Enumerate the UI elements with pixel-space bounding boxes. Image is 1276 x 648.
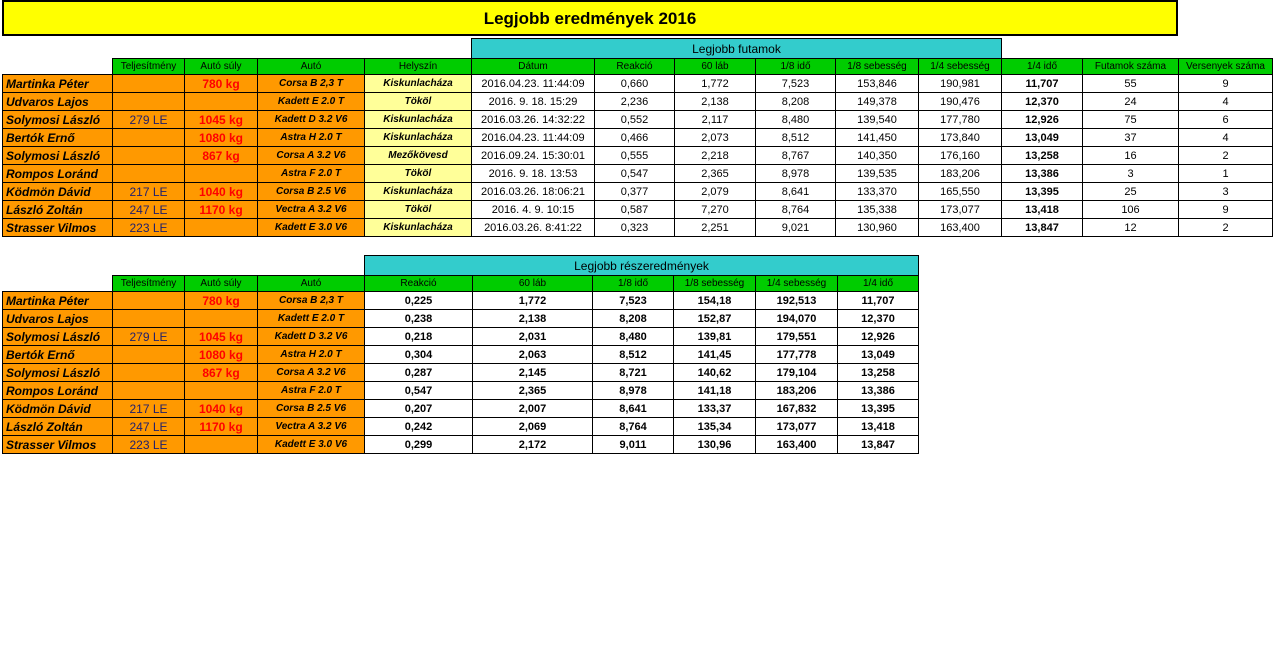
date-cell: 2016.03.26. 18:06:21 xyxy=(472,183,595,201)
weight-cell xyxy=(185,219,258,237)
runs-count-cell: 75 xyxy=(1083,111,1179,129)
eighth-speed-cell: 139,81 xyxy=(674,328,756,346)
power-cell: 247 LE xyxy=(113,418,185,436)
reaction-cell: 0,660 xyxy=(595,75,675,93)
sixty-foot-cell: 2,251 xyxy=(675,219,756,237)
sixty-foot-cell: 1,772 xyxy=(473,292,593,310)
races-count-cell: 4 xyxy=(1179,93,1273,111)
date-cell: 2016.04.23. 11:44:09 xyxy=(472,75,595,93)
weight-cell: 1080 kg xyxy=(185,346,258,364)
eighth-time-cell: 8,764 xyxy=(593,418,674,436)
sixty-foot-cell: 7,270 xyxy=(675,201,756,219)
car-cell: Corsa A 3.2 V6 xyxy=(258,147,365,165)
driver-name: Solymosi László xyxy=(3,328,113,346)
location-cell: Mezőkövesd xyxy=(365,147,472,165)
runs-count-cell: 3 xyxy=(1083,165,1179,183)
driver-name: Bertók Ernő xyxy=(3,129,113,147)
date-cell: 2016.09.24. 15:30:01 xyxy=(472,147,595,165)
reaction-cell: 0,547 xyxy=(595,165,675,183)
driver-name: Strasser Vilmos xyxy=(3,219,113,237)
quarter-time-cell: 11,707 xyxy=(1002,75,1083,93)
runs-count-cell: 55 xyxy=(1083,75,1179,93)
driver-name: Solymosi László xyxy=(3,147,113,165)
reaction-cell: 0,299 xyxy=(365,436,473,454)
quarter-speed-cell: 190,476 xyxy=(919,93,1002,111)
eighth-speed-cell: 154,18 xyxy=(674,292,756,310)
table-row xyxy=(3,400,919,418)
sixty-foot-cell: 2,138 xyxy=(675,93,756,111)
power-cell xyxy=(113,364,185,382)
weight-cell xyxy=(185,93,258,111)
driver-name: Solymosi László xyxy=(3,111,113,129)
races-count-cell: 9 xyxy=(1179,75,1273,93)
runs-count-cell: 37 xyxy=(1083,129,1179,147)
table-row xyxy=(3,346,919,364)
eighth-speed-cell: 152,87 xyxy=(674,310,756,328)
date-cell: 2016. 9. 18. 13:53 xyxy=(472,165,595,183)
weight-cell: 780 kg xyxy=(185,75,258,93)
eighth-time-cell: 8,978 xyxy=(756,165,836,183)
car-cell: Kadett E 2.0 T xyxy=(258,93,365,111)
sixty-foot-cell: 2,218 xyxy=(675,147,756,165)
column-header: 1/8 sebesség xyxy=(836,59,919,75)
reaction-cell: 0,547 xyxy=(365,382,473,400)
column-header: Teljesítmény xyxy=(113,276,185,292)
sixty-foot-cell: 2,145 xyxy=(473,364,593,382)
weight-cell xyxy=(185,165,258,183)
car-cell: Kadett E 3.0 V6 xyxy=(258,436,365,454)
table-row xyxy=(3,328,919,346)
column-header: 1/8 sebesség xyxy=(674,276,756,292)
reaction-cell: 0,323 xyxy=(595,219,675,237)
column-header: 1/8 idő xyxy=(593,276,674,292)
car-cell: Kadett D 3.2 V6 xyxy=(258,328,365,346)
column-header: Teljesítmény xyxy=(113,59,185,75)
eighth-speed-cell: 141,450 xyxy=(836,129,919,147)
table-row xyxy=(3,382,919,400)
quarter-time-cell: 13,049 xyxy=(1002,129,1083,147)
quarter-time-cell: 12,926 xyxy=(838,328,919,346)
date-cell: 2016.03.26. 8:41:22 xyxy=(472,219,595,237)
driver-name: Strasser Vilmos xyxy=(3,436,113,454)
eighth-speed-cell: 139,540 xyxy=(836,111,919,129)
table-row xyxy=(3,201,1273,219)
table-row xyxy=(3,436,919,454)
best-runs-table xyxy=(2,38,1273,237)
section-title-best-splits: Legjobb részeredmények xyxy=(365,256,919,276)
reaction-cell: 0,238 xyxy=(365,310,473,328)
car-cell: Kadett D 3.2 V6 xyxy=(258,111,365,129)
eighth-time-cell: 8,641 xyxy=(593,400,674,418)
quarter-time-cell: 13,847 xyxy=(1002,219,1083,237)
runs-count-cell: 106 xyxy=(1083,201,1179,219)
eighth-speed-cell: 140,350 xyxy=(836,147,919,165)
races-count-cell: 1 xyxy=(1179,165,1273,183)
column-header: 60 láb xyxy=(675,59,756,75)
table-row xyxy=(3,93,1273,111)
power-cell xyxy=(113,346,185,364)
weight-cell: 1080 kg xyxy=(185,129,258,147)
reaction-cell: 0,287 xyxy=(365,364,473,382)
eighth-time-cell: 8,767 xyxy=(756,147,836,165)
quarter-speed-cell: 177,780 xyxy=(919,111,1002,129)
quarter-speed-cell: 163,400 xyxy=(756,436,838,454)
car-cell: Kadett E 3.0 V6 xyxy=(258,219,365,237)
eighth-speed-cell: 133,37 xyxy=(674,400,756,418)
eighth-speed-cell: 130,96 xyxy=(674,436,756,454)
power-cell: 279 LE xyxy=(113,111,185,129)
sixty-foot-cell: 2,079 xyxy=(675,183,756,201)
driver-name: László Zoltán xyxy=(3,418,113,436)
sixty-foot-cell: 2,138 xyxy=(473,310,593,328)
table-row xyxy=(3,165,1273,183)
column-header: Futamok száma xyxy=(1083,59,1179,75)
column-header: 1/4 idő xyxy=(838,276,919,292)
power-cell xyxy=(113,75,185,93)
column-header: Autó xyxy=(258,59,365,75)
driver-name: Rompos Loránd xyxy=(3,165,113,183)
column-header: Autó súly xyxy=(185,276,258,292)
sixty-foot-cell: 2,063 xyxy=(473,346,593,364)
power-cell xyxy=(113,147,185,165)
car-cell: Corsa B 2,3 T xyxy=(258,292,365,310)
reaction-cell: 0,587 xyxy=(595,201,675,219)
quarter-speed-cell: 173,077 xyxy=(756,418,838,436)
date-cell: 2016. 9. 18. 15:29 xyxy=(472,93,595,111)
quarter-time-cell: 13,418 xyxy=(1002,201,1083,219)
sixty-foot-cell: 2,117 xyxy=(675,111,756,129)
eighth-speed-cell: 140,62 xyxy=(674,364,756,382)
eighth-speed-cell: 141,18 xyxy=(674,382,756,400)
weight-cell: 780 kg xyxy=(185,292,258,310)
sixty-foot-cell: 2,365 xyxy=(675,165,756,183)
weight-cell xyxy=(185,436,258,454)
car-cell: Corsa B 2.5 V6 xyxy=(258,400,365,418)
quarter-speed-cell: 183,206 xyxy=(919,165,1002,183)
power-cell xyxy=(113,382,185,400)
runs-count-cell: 25 xyxy=(1083,183,1179,201)
car-cell: Kadett E 2.0 T xyxy=(258,310,365,328)
car-cell: Corsa A 3.2 V6 xyxy=(258,364,365,382)
location-cell: Kiskunlacháza xyxy=(365,75,472,93)
power-cell xyxy=(113,165,185,183)
eighth-time-cell: 8,978 xyxy=(593,382,674,400)
reaction-cell: 0,242 xyxy=(365,418,473,436)
driver-name: Udvaros Lajos xyxy=(3,93,113,111)
weight-cell: 1045 kg xyxy=(185,328,258,346)
sixty-foot-cell: 2,172 xyxy=(473,436,593,454)
eighth-speed-cell: 149,378 xyxy=(836,93,919,111)
column-header: 1/4 idő xyxy=(1002,59,1083,75)
quarter-time-cell: 12,370 xyxy=(838,310,919,328)
reaction-cell: 0,304 xyxy=(365,346,473,364)
power-cell xyxy=(113,310,185,328)
date-cell: 2016.04.23. 11:44:09 xyxy=(472,129,595,147)
eighth-time-cell: 8,641 xyxy=(756,183,836,201)
reaction-cell: 0,377 xyxy=(595,183,675,201)
reaction-cell: 0,225 xyxy=(365,292,473,310)
car-cell: Corsa B 2,3 T xyxy=(258,75,365,93)
eighth-time-cell: 8,208 xyxy=(756,93,836,111)
quarter-time-cell: 12,370 xyxy=(1002,93,1083,111)
quarter-time-cell: 13,386 xyxy=(1002,165,1083,183)
column-header: Dátum xyxy=(472,59,595,75)
reaction-cell: 0,218 xyxy=(365,328,473,346)
car-cell: Astra H 2.0 T xyxy=(258,346,365,364)
races-count-cell: 9 xyxy=(1179,201,1273,219)
location-cell: Kiskunlacháza xyxy=(365,111,472,129)
eighth-time-cell: 8,721 xyxy=(593,364,674,382)
driver-name: Ködmön Dávid xyxy=(3,400,113,418)
sixty-foot-cell: 2,031 xyxy=(473,328,593,346)
eighth-speed-cell: 130,960 xyxy=(836,219,919,237)
date-cell: 2016.03.26. 14:32:22 xyxy=(472,111,595,129)
runs-count-cell: 12 xyxy=(1083,219,1179,237)
table-row xyxy=(3,111,1273,129)
eighth-speed-cell: 133,370 xyxy=(836,183,919,201)
quarter-speed-cell: 163,400 xyxy=(919,219,1002,237)
column-header: Versenyek száma xyxy=(1179,59,1273,75)
power-cell: 217 LE xyxy=(113,183,185,201)
location-cell: Kiskunlacháza xyxy=(365,183,472,201)
driver-name: Ködmön Dávid xyxy=(3,183,113,201)
car-cell: Astra H 2.0 T xyxy=(258,129,365,147)
quarter-speed-cell: 167,832 xyxy=(756,400,838,418)
weight-cell: 1040 kg xyxy=(185,400,258,418)
section-title-best-runs: Legjobb futamok xyxy=(472,39,1002,59)
driver-name: Martinka Péter xyxy=(3,75,113,93)
car-cell: Vectra A 3.2 V6 xyxy=(258,201,365,219)
column-header: Reakció xyxy=(365,276,473,292)
weight-cell: 867 kg xyxy=(185,147,258,165)
power-cell xyxy=(113,93,185,111)
table-row xyxy=(3,364,919,382)
location-cell: Kiskunlacháza xyxy=(365,219,472,237)
table-row xyxy=(3,147,1273,165)
location-cell: Kiskunlacháza xyxy=(365,129,472,147)
eighth-time-cell: 8,512 xyxy=(593,346,674,364)
power-cell: 223 LE xyxy=(113,436,185,454)
quarter-speed-cell: 177,778 xyxy=(756,346,838,364)
column-header: 1/8 idő xyxy=(756,59,836,75)
eighth-speed-cell: 135,34 xyxy=(674,418,756,436)
races-count-cell: 3 xyxy=(1179,183,1273,201)
best-splits-table xyxy=(2,255,919,454)
quarter-speed-cell: 183,206 xyxy=(756,382,838,400)
table-row xyxy=(3,129,1273,147)
eighth-time-cell: 7,523 xyxy=(756,75,836,93)
reaction-cell: 0,552 xyxy=(595,111,675,129)
table-row xyxy=(3,310,919,328)
eighth-time-cell: 8,764 xyxy=(756,201,836,219)
runs-count-cell: 16 xyxy=(1083,147,1179,165)
quarter-speed-cell: 190,981 xyxy=(919,75,1002,93)
quarter-speed-cell: 173,840 xyxy=(919,129,1002,147)
quarter-time-cell: 13,386 xyxy=(838,382,919,400)
quarter-speed-cell: 173,077 xyxy=(919,201,1002,219)
sixty-foot-cell: 2,073 xyxy=(675,129,756,147)
column-header: Helyszín xyxy=(365,59,472,75)
car-cell: Vectra A 3.2 V6 xyxy=(258,418,365,436)
location-cell: Tököl xyxy=(365,165,472,183)
table-row xyxy=(3,75,1273,93)
eighth-speed-cell: 141,45 xyxy=(674,346,756,364)
races-count-cell: 2 xyxy=(1179,147,1273,165)
eighth-time-cell: 8,480 xyxy=(593,328,674,346)
table-row xyxy=(3,219,1273,237)
power-cell: 279 LE xyxy=(113,328,185,346)
power-cell: 247 LE xyxy=(113,201,185,219)
driver-name: Solymosi László xyxy=(3,364,113,382)
location-cell: Tököl xyxy=(365,93,472,111)
column-header: Autó súly xyxy=(185,59,258,75)
quarter-time-cell: 13,258 xyxy=(838,364,919,382)
weight-cell: 1040 kg xyxy=(185,183,258,201)
power-cell xyxy=(113,292,185,310)
eighth-speed-cell: 135,338 xyxy=(836,201,919,219)
quarter-speed-cell: 179,104 xyxy=(756,364,838,382)
weight-cell xyxy=(185,310,258,328)
eighth-time-cell: 9,021 xyxy=(756,219,836,237)
races-count-cell: 2 xyxy=(1179,219,1273,237)
quarter-time-cell: 13,395 xyxy=(1002,183,1083,201)
quarter-time-cell: 13,847 xyxy=(838,436,919,454)
reaction-cell: 0,207 xyxy=(365,400,473,418)
power-cell: 223 LE xyxy=(113,219,185,237)
driver-name: László Zoltán xyxy=(3,201,113,219)
weight-cell: 1045 kg xyxy=(185,111,258,129)
eighth-time-cell: 7,523 xyxy=(593,292,674,310)
driver-name: Bertók Ernő xyxy=(3,346,113,364)
runs-count-cell: 24 xyxy=(1083,93,1179,111)
quarter-time-cell: 13,258 xyxy=(1002,147,1083,165)
weight-cell: 867 kg xyxy=(185,364,258,382)
column-header: Reakció xyxy=(595,59,675,75)
power-cell: 217 LE xyxy=(113,400,185,418)
quarter-speed-cell: 192,513 xyxy=(756,292,838,310)
date-cell: 2016. 4. 9. 10:15 xyxy=(472,201,595,219)
car-cell: Astra F 2.0 T xyxy=(258,382,365,400)
quarter-time-cell: 13,418 xyxy=(838,418,919,436)
location-cell: Tököl xyxy=(365,201,472,219)
quarter-speed-cell: 194,070 xyxy=(756,310,838,328)
page-title: Legjobb eredmények 2016 xyxy=(2,0,1178,36)
eighth-speed-cell: 153,846 xyxy=(836,75,919,93)
quarter-time-cell: 13,395 xyxy=(838,400,919,418)
column-header: Autó xyxy=(258,276,365,292)
eighth-time-cell: 9,011 xyxy=(593,436,674,454)
sixty-foot-cell: 2,007 xyxy=(473,400,593,418)
reaction-cell: 2,236 xyxy=(595,93,675,111)
races-count-cell: 6 xyxy=(1179,111,1273,129)
driver-name: Udvaros Lajos xyxy=(3,310,113,328)
car-cell: Astra F 2.0 T xyxy=(258,165,365,183)
driver-name: Rompos Loránd xyxy=(3,382,113,400)
weight-cell: 1170 kg xyxy=(185,418,258,436)
column-header: 1/4 sebesség xyxy=(919,59,1002,75)
power-cell xyxy=(113,129,185,147)
sixty-foot-cell: 2,069 xyxy=(473,418,593,436)
column-header: 1/4 sebesség xyxy=(756,276,838,292)
eighth-time-cell: 8,480 xyxy=(756,111,836,129)
driver-name: Martinka Péter xyxy=(3,292,113,310)
reaction-cell: 0,555 xyxy=(595,147,675,165)
weight-cell xyxy=(185,382,258,400)
weight-cell: 1170 kg xyxy=(185,201,258,219)
quarter-time-cell: 11,707 xyxy=(838,292,919,310)
table-row xyxy=(3,418,919,436)
eighth-time-cell: 8,512 xyxy=(756,129,836,147)
eighth-speed-cell: 139,535 xyxy=(836,165,919,183)
sixty-foot-cell: 1,772 xyxy=(675,75,756,93)
quarter-speed-cell: 176,160 xyxy=(919,147,1002,165)
column-header: 60 láb xyxy=(473,276,593,292)
table-row xyxy=(3,183,1273,201)
quarter-speed-cell: 165,550 xyxy=(919,183,1002,201)
quarter-speed-cell: 179,551 xyxy=(756,328,838,346)
eighth-time-cell: 8,208 xyxy=(593,310,674,328)
races-count-cell: 4 xyxy=(1179,129,1273,147)
quarter-time-cell: 12,926 xyxy=(1002,111,1083,129)
car-cell: Corsa B 2.5 V6 xyxy=(258,183,365,201)
sixty-foot-cell: 2,365 xyxy=(473,382,593,400)
table-row xyxy=(3,292,919,310)
reaction-cell: 0,466 xyxy=(595,129,675,147)
quarter-time-cell: 13,049 xyxy=(838,346,919,364)
